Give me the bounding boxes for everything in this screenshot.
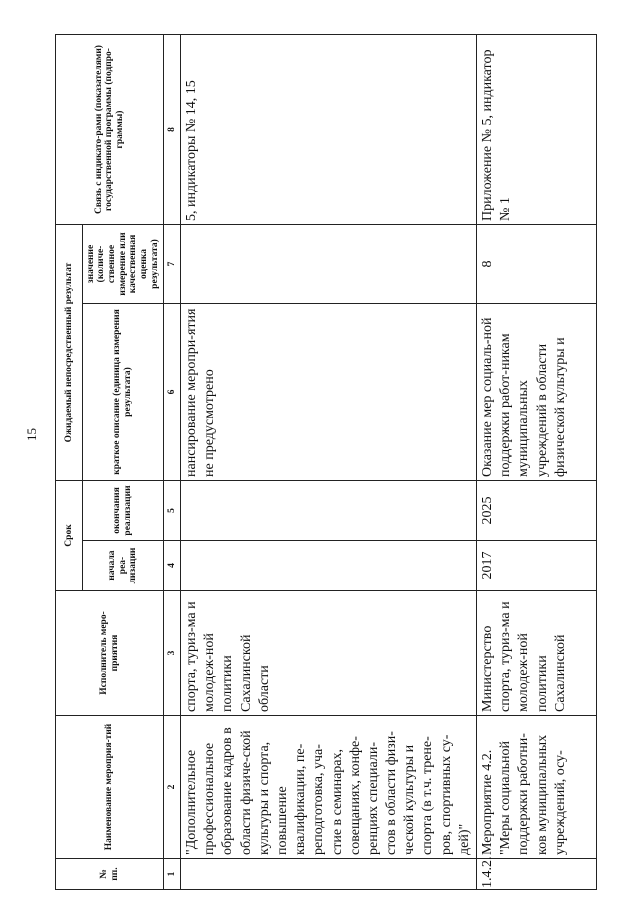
row-name: Мероприятие 4.2. "Меры социальной поддержки работни-ков муниципальных учреждений, осу-	[477, 716, 597, 859]
col-number: 7	[164, 225, 181, 304]
header-name: Наименование мероприя-тий	[56, 716, 164, 859]
row-link: Приложение № 5, индикатор № 1	[477, 35, 597, 225]
col-number: 8	[164, 35, 181, 225]
row-num: 1.4.2.	[477, 859, 597, 890]
row-start: 2017	[477, 541, 597, 591]
page-number: 15	[24, 428, 39, 441]
header-num: № пп.	[56, 859, 164, 890]
row-link: 5, индикаторы № 14, 15	[181, 35, 477, 225]
row-executor: Министерство спорта, туриз-ма и молодеж-ной политики Сахалинской	[477, 591, 597, 716]
header-term: Срок	[56, 481, 83, 591]
activities-table	[55, 34, 597, 890]
row-end: 2025	[477, 481, 597, 541]
table-row	[477, 35, 597, 890]
row-desc: Оказание мер социаль-ной поддержки работ-никам муниципальных учреждений в области физической культуры и	[477, 304, 597, 481]
row-end	[181, 481, 477, 541]
row-desc: нансирование меропри-ятия не предусмотрено	[181, 304, 477, 481]
row-num	[181, 859, 477, 890]
col-number: 3	[164, 591, 181, 716]
header-term-start: начала реа-лизации	[83, 541, 164, 591]
col-number: 5	[164, 481, 181, 541]
rotated-table-container	[55, 35, 593, 890]
col-number: 4	[164, 541, 181, 591]
row-start	[181, 541, 477, 591]
col-number: 6	[164, 304, 181, 481]
row-name: "Дополнительное профессиональное образование кадров в области физиче-ской культуры и спорта, повышение квалификации, пе-реподготовка, уча-стие в семинарах, совещаниях, конфе-ренциях специали-стов в области физи-ческой культуры и спорта (в т.ч. трене-ров, спортивных су-дей)"	[181, 716, 477, 859]
header-row-1	[56, 35, 83, 890]
header-link: Связь с индикато-рами (показателями) государственной программы (подпро-граммы)	[56, 35, 164, 225]
header-result-desc: краткое описание (единица измерения результата)	[83, 304, 164, 481]
column-number-row	[164, 35, 181, 890]
col-number: 1	[164, 859, 181, 890]
header-result: Ожидаемый непосредственный результат	[56, 225, 83, 481]
header-result-value: значение (количе-ственное измерение или качественная оценка результата)	[83, 225, 164, 304]
row-executor: спорта, туриз-ма и молодеж-ной политики Сахалинской области	[181, 591, 477, 716]
col-number: 2	[164, 716, 181, 859]
row-value	[181, 225, 477, 304]
row-value: 8	[477, 225, 597, 304]
header-executor: Исполнитель меро-приятия	[56, 591, 164, 716]
table-row	[181, 35, 477, 890]
header-term-end: окончания реализации	[83, 481, 164, 541]
